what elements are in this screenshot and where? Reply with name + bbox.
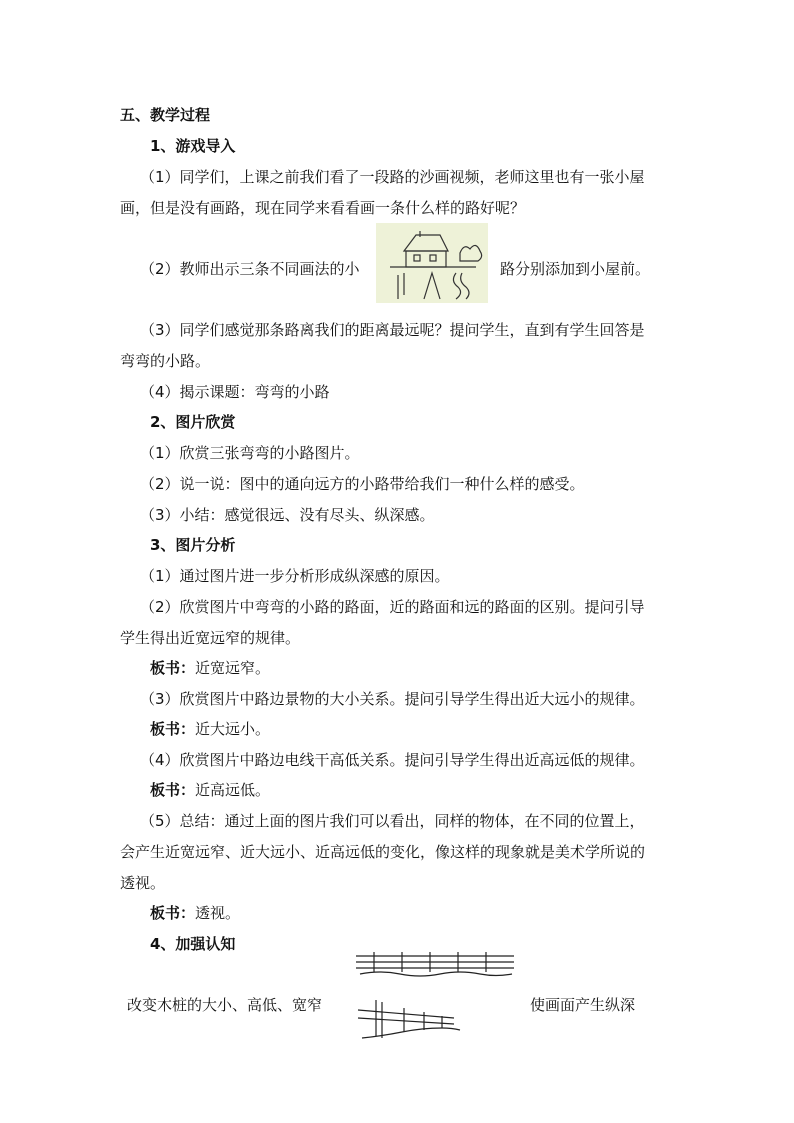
paragraph: （2）说一说：图中的通向远方的小路带给我们一种什么样的感受。 (140, 475, 585, 493)
board-text: 近大远小。 (195, 720, 271, 738)
paragraph: （4）欣赏图片中路边电线干高低关系。提问引导学生得出近高远低的规律。 (140, 751, 645, 769)
board-note (150, 902, 240, 924)
paragraph: 学生得出近宽远窄的规律。 (120, 629, 301, 647)
board-label: 板书： (150, 904, 196, 922)
heading-picture-appreciation: 2、图片欣赏 (150, 413, 236, 431)
paragraph: 弯弯的小路。 (120, 352, 211, 370)
paragraph: 使画面产生纵深 (530, 996, 636, 1014)
paragraph: （3）同学们感觉那条路离我们的距离最远呢？提问学生，直到有学生回答是 (140, 321, 645, 339)
board-text: 透视。 (195, 904, 241, 922)
paragraph: （3）欣赏图片中路边景物的大小关系。提问引导学生得出近大远小的规律。 (140, 690, 645, 708)
heading-game-intro: 1、游戏导入 (150, 137, 236, 155)
paragraph: 画，但是没有画路，现在同学来看看画一条什么样的路好呢？ (120, 199, 526, 217)
board-text: 近高远低。 (195, 781, 271, 799)
board-label: 板书： (150, 720, 196, 738)
board-text: 近宽远窄。 (195, 659, 271, 677)
fence-sketch-bottom (354, 996, 464, 1042)
board-note (150, 718, 270, 740)
board-note (150, 779, 270, 801)
house-sketch-image (376, 223, 488, 303)
paragraph: （2）欣赏图片中弯弯的小路的路面，近的路面和远的路面的区别。提问引导 (140, 598, 645, 616)
heading-strengthen-cognition: 4、加强认知 (150, 935, 236, 953)
heading-picture-analysis: 3、图片分析 (150, 536, 236, 554)
paragraph: （4）揭示课题：弯弯的小路 (140, 383, 330, 401)
paragraph: 改变木桩的大小、高低、宽窄 (127, 996, 323, 1014)
paragraph: 路分别添加到小屋前。 (500, 260, 651, 278)
board-label: 板书： (150, 659, 196, 677)
paragraph: （1）同学们，上课之前我们看了一段路的沙画视频，老师这里也有一张小屋 (140, 168, 645, 186)
paragraph: 会产生近宽远窄、近大远小、近高远低的变化，像这样的现象就是美术学所说的 (120, 843, 646, 861)
paragraph: （1）欣赏三张弯弯的小路图片。 (140, 444, 360, 462)
paragraph: （3）小结：感觉很远、没有尽头、纵深感。 (140, 506, 435, 524)
fence-drawing (354, 948, 518, 978)
board-label: 板书： (150, 781, 196, 799)
house-drawing (376, 223, 488, 303)
paragraph: （2）教师出示三条不同画法的小 (140, 260, 360, 278)
board-note (150, 657, 270, 679)
paragraph: （5）总结：通过上面的图片我们可以看出，同样的物体，在不同的位置上， (140, 812, 645, 830)
section-title: 五、教学过程 (120, 106, 211, 124)
paragraph: 透视。 (120, 874, 166, 892)
fence-perspective-drawing (354, 996, 464, 1042)
paragraph: （1）通过图片进一步分析形成纵深感的原因。 (140, 567, 450, 585)
fence-sketch-top (354, 948, 518, 978)
